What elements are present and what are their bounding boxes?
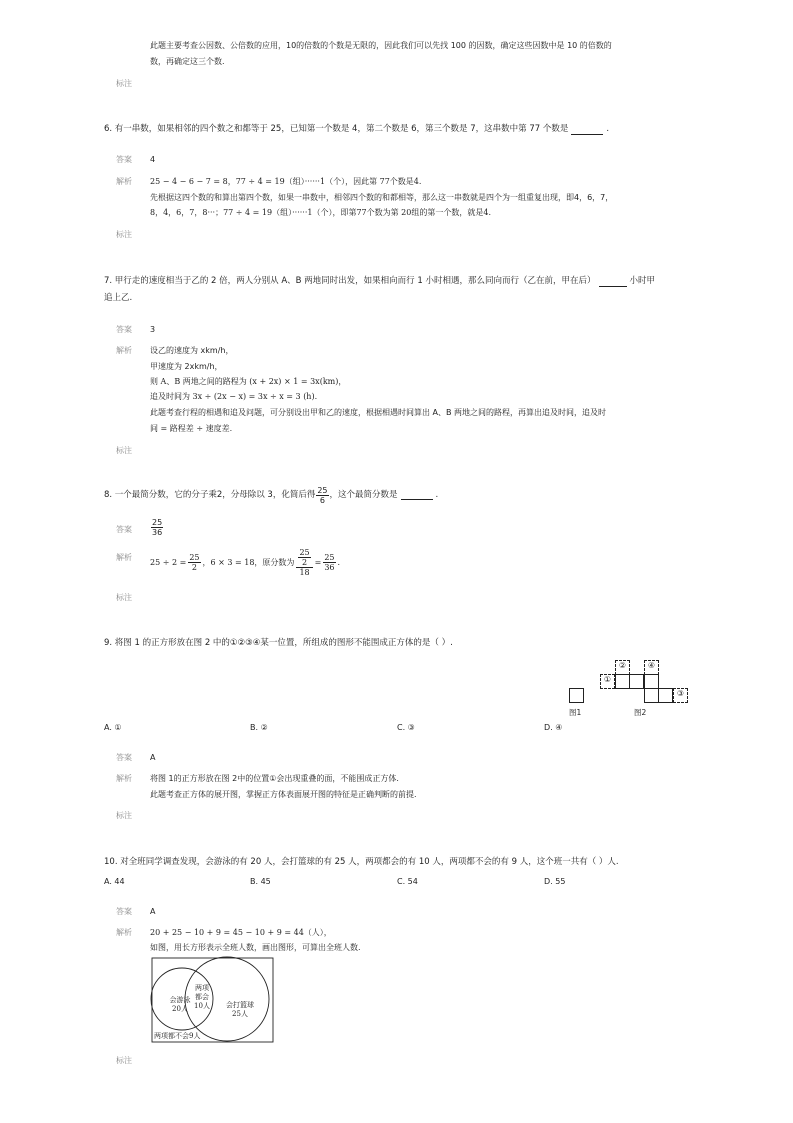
q7-blank [599,278,627,287]
q8-answer-fraction [151,518,163,537]
q8-stem-frac-den: 6 [319,496,325,505]
q5-explanation-line1: 此题主要考查公因数、公倍数的应用，10的倍数的个数是无限的，因此我们可以先找 100 的因数，确定这些因数中是 10 的倍数的 [150,41,612,50]
q8-analysis: 25 ÷ 2 = $\frac{25}{2}$ ，6 × 3 = 18，原分数为 $\frac{\frac{25}{2}}{18}$ = $\frac{25}{36}$ . [150,548,341,577]
q8-answer-label: 答案 [116,525,132,534]
q8-a-inner-frac [298,548,310,567]
q8-a-inner-den: 2 [301,558,308,567]
q10-option-d[interactable]: D. 55 [544,877,566,886]
q6-analysis-line2: 先根据这四个数的和算出第四个数，如果一串数中，相邻四个数的和都相等，那么这一串数就是四个为一组重复出现，即4，6，7， [150,193,614,202]
q10-venn-both-label [190,984,214,1011]
q8-blank [401,491,433,500]
q9-answer-label: 答案 [116,753,132,762]
q8-answer [150,518,164,537]
q9-figure1-square [569,688,584,703]
q8-ans-den: 36 [152,528,163,537]
q10-venn-both-text2: 都会 [195,993,209,1001]
q9-option-a[interactable]: A. ① [104,723,122,732]
q10-answer-label: 答案 [116,907,132,916]
q6-stem-text: 6. 有一串数，如果相邻的四个数之和都等于 25，已知第一个数是 4，第二个数是 6，第三个数是 7，这串数中第 77 个数是 [104,124,569,134]
q5-note-label: 标注 [116,79,132,88]
q8-a-inner-num: 25 [299,548,310,557]
q8-stem-text1: 8. 一个最简分数，它的分子乘2，分母除以 3，化简后得 [104,490,316,500]
q7-stem-text-b: 小时甲 [629,276,656,286]
q10-venn-both-count: 10人 [194,1002,210,1010]
q8-a-eq: = [314,558,322,567]
q8-a-pre: 25 ÷ 2 = [150,558,187,567]
q10-analysis-line2: 如图，用长方形表示全班人数，画出图形，可算出全班人数. [150,943,361,952]
q7-analysis-line5: 此题考查行程的相遇和追及问题，可分别设出甲和乙的速度，根据相遇时间算出 A、B 两地之间的路程，再算出追及时间，追及时 [150,408,607,417]
q8-a-frac1-num: 25 [189,553,200,562]
q7-analysis-line3: 则 A、B 两地之间的路程为 (x + 2x) × 1 = 3x(km)， [150,377,347,386]
q8-a-frac3-den: 36 [324,563,335,572]
q8-a-complex-num [296,548,312,568]
q9-figure1-caption: 图1 [569,708,582,717]
q6-blank [571,126,603,135]
q7-analysis-label: 解析 [116,346,132,355]
q8-ans-num: 25 [152,518,163,527]
q9-option-d[interactable]: D. ④ [544,723,563,732]
q10-venn-swim-text: 会游泳 [169,996,191,1004]
q10-venn-none-label: 两项都不会9人 [154,1032,201,1040]
q10-venn-basketball-text: 会打篮球 [226,1001,254,1009]
q10-analysis-line1: 20 + 25 − 10 + 9 = 45 − 10 + 9 = 44（人）， [150,928,332,937]
q9-figure2-caption: 图2 [634,708,647,717]
q6-stem: 6. 有一串数，如果相邻的四个数之和都等于 25，已知第一个数是 4，第二个数是 6，第三个数是 7，这串数中第 77 个数是 . [104,124,610,134]
q7-note-label: 标注 [116,446,132,455]
q10-venn-swim-count: 20人 [172,1005,188,1013]
q9-analysis-line1: 将图 1的正方形放在图 2中的位置①会出现重叠的面，不能围成正方体. [150,774,399,783]
q7-analysis-line4: 追及时间为 3x ÷ (2x − x) = 3x ÷ x = 3 (h). [150,392,318,401]
q8-analysis-label: 解析 [116,553,132,562]
q7-analysis-line6: 间 = 路程差 ÷ 速度差. [150,424,233,433]
q9-net-square [615,674,630,689]
q9-note-label: 标注 [116,811,132,820]
q9-stem: 9. 将图 1 的正方形放在图 2 中的①②③④某一位置，所组成的图形不能围成正方体的是（ ）. [104,638,453,648]
q10-venn-diagram [150,956,275,1044]
q9-option-c[interactable]: C. ③ [397,723,415,732]
q9-option-b[interactable]: B. ② [250,723,268,732]
q9-mark-2: ② [618,661,627,670]
q10-answer: A [150,907,156,916]
q9-net-square [644,688,659,703]
q10-option-c[interactable]: C. 54 [397,877,418,886]
q8-a-frac3-num: 25 [324,553,335,562]
q10-analysis-label: 解析 [116,928,132,937]
q5-explanation-line2: 数，再确定这三个数. [150,57,225,66]
q8-stem: 8. 一个最简分数，它的分子乘2，分母除以 3，化简后得 $\frac{25}{6}$ ，这个最简分数是 . [104,486,439,505]
q8-a-mid: ，6 × 3 = 18，原分数为 [202,558,295,567]
q9-net-square [658,688,673,703]
q6-answer-label: 答案 [116,155,132,164]
q8-a-frac1 [188,553,200,572]
q10-venn-basketball-count: 25人 [232,1010,248,1018]
q6-analysis-line1: 25 − 4 − 6 − 7 = 8，77 ÷ 4 = 19（组）······1（个），因此第 77个数是4. [150,177,422,186]
q7-stem-line1 [104,276,655,287]
q6-analysis-label: 解析 [116,177,132,186]
q6-note-label: 标注 [116,230,132,239]
q7-answer-label: 答案 [116,325,132,334]
q9-mark-3: ③ [676,689,685,698]
q8-a-frac3 [323,553,335,572]
q9-answer: A [150,753,156,762]
q8-stem-frac-num: 25 [317,486,328,495]
q9-analysis-line2: 此题考查正方体的展开图，掌握正方体表面展开图的特征是正确判断的前提. [150,790,417,799]
q8-a-frac1-den: 2 [191,563,197,572]
q9-mark-1: ① [603,675,612,684]
q6-answer: 4 [150,155,156,164]
q8-stem-text2: ，这个最简分数是 [329,490,398,500]
q8-a-complex-den: 18 [299,568,310,577]
q10-venn-basketball-label [220,1001,260,1019]
q9-net-square [644,674,659,689]
q8-note-label: 标注 [116,593,132,602]
q10-option-a[interactable]: A. 44 [104,877,125,886]
q7-answer: 3 [150,325,156,334]
q9-mark-4: ④ [647,661,656,670]
q7-analysis-line1: 设乙的速度为 xkm/h， [150,346,234,355]
q7-stem-line2: 追上乙. [104,293,133,303]
q10-stem: 10. 对全班同学调查发现，会游泳的有 20 人，会打篮球的有 25 人，两项都会的有 10 人，两项都不会的有 9 人，这个班一共有（ ）人. [104,857,619,867]
q10-option-b[interactable]: B. 45 [250,877,271,886]
q9-net-square [629,674,644,689]
q7-analysis-line2: 甲速度为 2xkm/h， [150,362,223,371]
q8-stem-fraction [316,486,328,505]
q9-analysis-label: 解析 [116,774,132,783]
q10-venn-both-text1: 两项 [195,984,209,992]
q7-stem-text: 7. 甲行走的速度相当于乙的 2 倍，两人分别从 A、B 两地同时出发，如果相向而行 1 小时相遇，那么同向而行（乙在前，甲在后） [104,276,596,286]
q6-analysis-line3: 8，4，6，7，8···；77 ÷ 4 = 19（组）······1（个），即第77个数为第 20组的第一个数，就是4. [150,208,491,217]
q8-a-complex-fraction [296,548,312,577]
q10-note-label: 标注 [116,1056,132,1065]
